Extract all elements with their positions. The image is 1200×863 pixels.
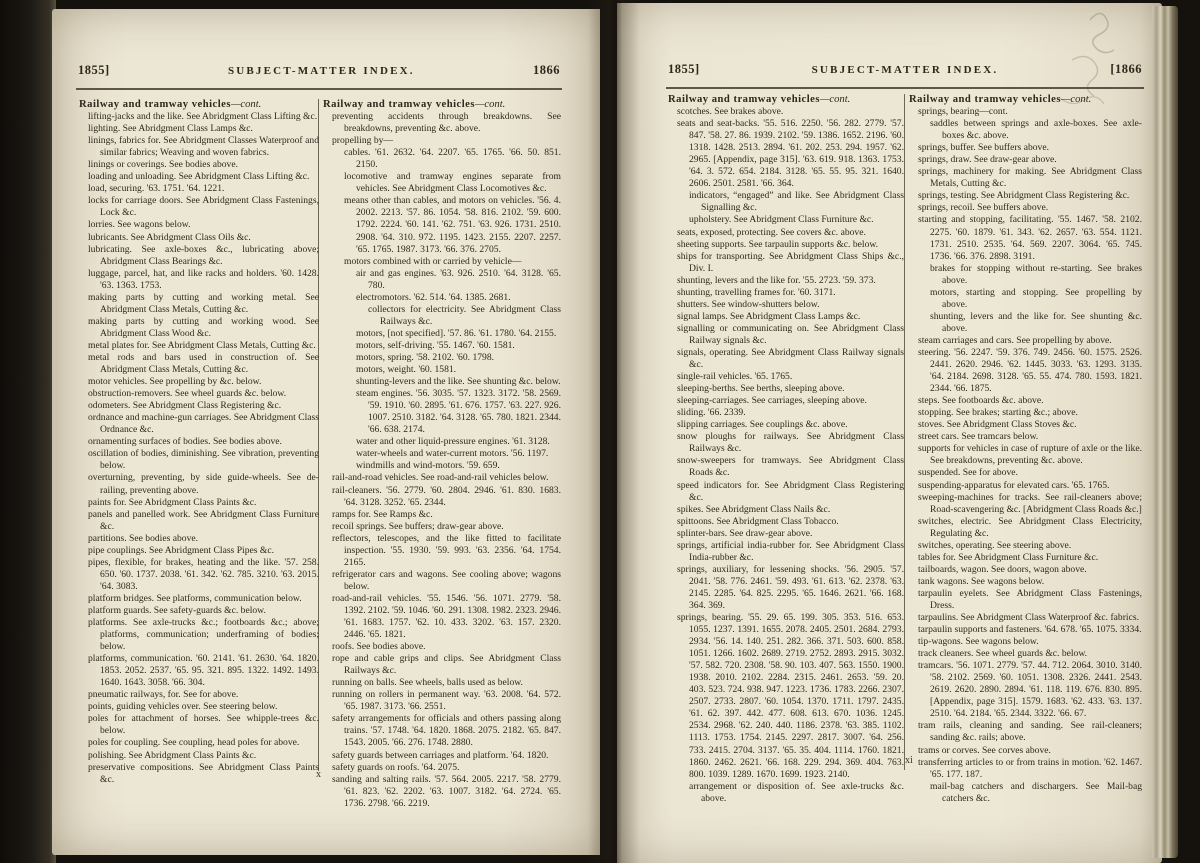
index-entry: water and other liquid-pressure engines. '61. 3128. — [356, 436, 550, 448]
index-entry: stopping. See brakes; starting &c.; above. — [918, 407, 1078, 419]
index-entry: rope and cable grips and clips. See Abridgment Class Railways &c. — [332, 653, 561, 677]
index-entry: making parts by cutting and working metal. See Abridgment Class Metals, Cutting &c. — [88, 291, 319, 315]
index-entry: metal rods and bars used in construction of. See Abridgment Class Metals, Cutting &c. — [88, 351, 319, 376]
index-entry: tarpaulins. See Abridgment Class Waterproof &c. fabrics. — [918, 612, 1139, 624]
index-entry: snow ploughs for railways. See Abridgment Class Railways &c. — [677, 431, 904, 455]
index-entry: slipping carriages. See couplings &c. above. — [677, 419, 848, 431]
index-entry: panels and panelled work. See Abridgment Class Furniture &c. — [88, 508, 319, 532]
index-entry: lifting-jacks and the like. See Abridgment Class Lifting &c. — [88, 111, 318, 123]
index-entry: cables. '61. 2632. '64. 2207. '65. 1765. '66. 50. 851. 2150. — [344, 147, 561, 171]
right-header-rule — [666, 87, 1144, 89]
index-entry: poles for coupling. See coupling, head poles for above. — [88, 737, 300, 749]
index-entry: single-rail vehicles. '65. 1765. — [677, 371, 793, 383]
index-entry: switches, operating. See steering above. — [918, 539, 1072, 551]
index-entry: supports for vehicles in case of rupture of axle or the like. See breakdowns, preventing &c. above. — [918, 443, 1142, 467]
index-entry: pipe couplings. See Abridgment Class Pipes &c. — [88, 544, 274, 556]
index-entry: motors combined with or carried by vehicle— — [344, 255, 522, 267]
index-entry: switches, electric. See Abridgment Class Electricity, Regulating &c. — [918, 515, 1142, 539]
index-entry: suspended. See for above. — [918, 467, 1018, 479]
index-entry: tailboards, wagon. See doors, wagon above. — [918, 563, 1087, 575]
index-entry: mail-bag catchers and dischargers. See Mail-bag catchers &c. — [930, 780, 1142, 804]
index-entry: signals, operating. See Abridgment Class Railway signals &c. — [677, 346, 904, 371]
index-entry: locks for carriage doors. See Abridgment Class Fastenings, Lock &c. — [88, 195, 319, 219]
index-entry: odometers. See Abridgment Class Registering &c. — [88, 400, 282, 412]
index-entry: polishing. See Abridgment Class Paints &c. — [88, 749, 257, 761]
index-entry: collectors for electricity. See Abridgment Class Railways &c. — [368, 303, 561, 327]
index-entry: springs, artificial india-rubber for. See Abridgment Class India-rubber &c. — [677, 539, 904, 563]
index-entry: ships for transporting. See Abridgment Class Ships &c., Div. I. — [677, 250, 904, 274]
index-entry: steering. '56. 2247. '59. 376. 749. 2456. '60. 1575. 2526. 2441. 2620. 2946. '62. 1445. 3033. '63. 1293. 3135. '64. 2184. 2698. 3128. '65. 55. 474. 780. 1593. 1821. 2344. '66. 1875. — [918, 346, 1142, 395]
index-entry: steps. See footboards &c. above. — [918, 395, 1044, 407]
index-entry: load, securing. '63. 1751. '64. 1221. — [88, 183, 225, 195]
index-entry: street cars. See tramcars below. — [918, 431, 1039, 443]
index-entry: safety arrangements for officials and others passing along trains. '57. 1748. '64. 1820. 1868. 2075. 2182. '65. 847. 1543. 2005. '66. 276. 1748. 2880. — [332, 713, 561, 749]
index-entry: springs, draw. See draw-gear above. — [918, 154, 1057, 166]
index-entry: air and gas engines. '63. 926. 2510. '64. 3128. '65. 780. — [356, 267, 561, 291]
index-entry: tank wagons. See wagons below. — [918, 575, 1045, 587]
index-entry: overturning, preventing, by side guide-wheels. See de-railing, preventing above. — [88, 472, 319, 496]
index-entry: spittoons. See Abridgment Class Tobacco. — [677, 515, 839, 527]
index-entry: steam engines. '56. 3035. '57. 1323. 3172. '58. 2569. '59. 1910. '60. 2895. '61. 676. 1757. '63. 227. 926. 1007. 2510. 3182. '64. 3128. '65. 780. 1821. 2344. '66. 638. 2174. — [356, 388, 561, 436]
left-page-number-left: 1855] — [78, 63, 110, 77]
index-entry: rail-cleaners. '56. 2779. '60. 2804. 2946. '61. 830. 1683. '64. 3128. 3252. '65. 2344. — [332, 484, 561, 508]
index-entry: motor vehicles. See propelling by &c. below. — [88, 376, 262, 388]
index-entry: tarpaulin eyelets. See Abridgment Class Fastenings, Dress. — [918, 587, 1142, 611]
index-entry: sleeping-berths. See berths, sleeping above. — [677, 383, 845, 395]
right-column-divider — [904, 94, 905, 770]
index-entry: rail-and-road vehicles. See road-and-rail vehicles below. — [332, 472, 549, 484]
section-heading: Railway and tramway vehicles—cont. — [909, 94, 1092, 105]
index-entry: shunting, levers and the like for. See shunting &c. above. — [930, 310, 1142, 334]
index-entry: pipes, flexible, for brakes, heating and the like. '57. 258. 650. '60. 1737. 2038. '61. 342. '62. 785. 3210. '63. 2015. '64. 3083. — [88, 556, 319, 592]
index-entry: partitions. See bodies above. — [88, 532, 199, 544]
index-entry: motors, starting and stopping. See propelling by above. — [930, 286, 1142, 310]
book-binding — [0, 0, 56, 863]
index-entry: starting and stopping, facilitating. '55. 1467. '58. 2102. 2275. '60. 1879. '61. 343. '62. 2657. '63. 554. 1121. 1731. 2510. 2535. '64. 569. 2207. 3064. '65. 745. 1736. '66. 376. 2898. 3191. — [918, 214, 1142, 262]
index-column-1 — [79, 99, 319, 785]
index-entry: loading and unloading. See Abridgment Class Lifting &c. — [88, 171, 310, 183]
left-page-header — [78, 63, 560, 78]
index-entry: transferring articles to or from trains in motion. '62. 1467. '65. 177. 187. — [918, 756, 1142, 780]
page-gutter — [588, 0, 640, 863]
index-entry: lorries. See wagons below. — [88, 219, 191, 231]
index-entry: poles for attachment of horses. See whipple-trees &c. below. — [88, 713, 319, 737]
index-entry: scotches. See brakes above. — [677, 106, 784, 118]
index-entry: springs, machinery for making. See Abridgment Class Metals, Cutting &c. — [918, 166, 1142, 190]
index-entry: seats and seat-backs. '55. 516. 2250. '56. 282. 2779. '57. 847. '58. 27. 86. 1939. 2102. '59. 1386. 1652. 2196. '60. 1318. 1428. 2513. 2894. '61. 202. 253. 294. 1957. '62. 2965. [Appendix, page 315]. '63. 619. 918. 1363. 1753. '64. 3. 572. 654. 2184. 3128. '65. 55. 95. 321. 1640. 2606. 2501. 2581. '66. 364. — [677, 118, 904, 190]
index-entry: windmills and wind-motors. '59. 659. — [356, 460, 500, 472]
index-entry: motors, weight. '60. 1581. — [356, 364, 457, 376]
index-column-2 — [323, 99, 561, 809]
index-entry: stoves. See Abridgment Class Stoves &c. — [918, 419, 1077, 431]
index-entry: preservative compositions. See Abridgment Class Paints &c. — [88, 761, 319, 785]
index-entry: oscillation of bodies, diminishing. See vibration, preventing below. — [88, 448, 319, 472]
index-entry: arrangement or disposition of. See axle-trucks &c. above. — [689, 780, 904, 804]
left-header-rule — [76, 88, 562, 90]
index-entry: speed indicators for. See Abridgment Class Registering &c. — [677, 479, 904, 503]
index-entry: lubricants. See Abridgment Class Oils &c. — [88, 231, 251, 243]
index-entry: sweeping-machines for tracks. See rail-cleaners above; Road-scavengering &c. [Abridgment Class Roads &c.] — [918, 491, 1142, 515]
index-entry: platform guards. See safety-guards &c. below. — [88, 604, 266, 616]
index-entry: springs, buffer. See buffers above. — [918, 142, 1049, 154]
index-entry: signal lamps. See Abridgment Class Lamps &c. — [677, 310, 861, 322]
section-heading: Railway and tramway vehicles—cont. — [323, 99, 506, 110]
index-entry: pneumatic railways, for. See for above. — [88, 689, 239, 701]
index-entry: motors, [not specified]. '57. 86. '61. 1780. '64. 2155. — [356, 327, 557, 339]
left-running-title: SUBJECT-MATTER INDEX. — [227, 65, 415, 77]
index-entry: springs, testing. See Abridgment Class Registering &c. — [918, 190, 1130, 202]
right-page-signature: xi — [905, 755, 913, 766]
index-entry: shunting-levers and the like. See shunting &c. below. — [356, 376, 561, 388]
index-entry: splinter-bars. See draw-gear above. — [677, 527, 813, 539]
index-entry: springs, auxiliary, for lessening shocks. '56. 2905. '57. 2041. '58. 776. 2461. '59. 493. '61. 613. '62. 2378. '63. 2145. 2285. '64. 825. 2295. '65. 1646. 2621. '66. 168. 364. 369. — [677, 563, 904, 611]
index-entry: linings, fabrics for. See Abridgment Classes Waterproof and similar fabrics; Weaving and woven fabrics. — [88, 135, 319, 159]
index-entry: platform bridges. See platforms, communication below. — [88, 592, 302, 604]
index-entry: luggage, parcel, hat, and like racks and holders. '60. 1428. '63. 1363. 1753. — [88, 267, 319, 291]
index-entry: steam carriages and cars. See propelling by above. — [918, 334, 1112, 346]
index-entry: making parts by cutting and working wood. See Abridgment Class Wood &c. — [88, 315, 319, 339]
index-entry: motors, spring. '58. 2102. '60. 1798. — [356, 351, 495, 363]
index-entry: shunting, travelling frames for. '60. 3171. — [677, 286, 836, 298]
index-entry: springs, bearing—cont. — [918, 106, 1008, 118]
index-entry: ramps for. See Ramps &c. — [332, 508, 433, 520]
index-entry: water-wheels and water-current motors. '56. 1197. — [356, 448, 549, 460]
index-entry: springs, recoil. See buffers above. — [918, 202, 1049, 214]
index-entry: indicators, “engaged” and like. See Abridgment Class Signalling &c. — [689, 190, 904, 214]
index-entry: sliding. '66. 2339. — [677, 407, 746, 419]
index-entry: shunting, levers and the like for. '55. 2723. '59. 373. — [677, 274, 876, 286]
index-entry: motors, self-driving. '55. 1467. '60. 1581. — [356, 339, 515, 351]
index-entry: brakes for stopping without re-starting. See brakes above. — [930, 262, 1142, 286]
index-entry: preventing accidents through breakdowns. See breakdowns, preventing &c. above. — [332, 111, 561, 135]
index-entry: running on balls. See wheels, balls used as below. — [332, 677, 523, 689]
index-entry: snow-sweepers for tramways. See Abridgment Class Roads &c. — [677, 455, 904, 479]
right-running-title: SUBJECT-MATTER INDEX. — [811, 64, 999, 76]
index-entry: paints for. See Abridgment Class Paints &c. — [88, 496, 257, 508]
section-heading: Railway and tramway vehicles—cont. — [79, 99, 262, 110]
index-entry: electromotors. '62. 514. '64. 1385. 2681. — [356, 291, 511, 303]
right-page-number-left: 1855] — [668, 62, 700, 76]
index-entry: safety guards on roofs. '64. 2075. — [332, 761, 460, 773]
index-entry: propelling by— — [332, 135, 394, 147]
index-entry: tables for. See Abridgment Class Furniture &c. — [918, 551, 1099, 563]
index-entry: recoil springs. See buffers; draw-gear above. — [332, 520, 504, 532]
index-entry: tip-wagons. See wagons below. — [918, 636, 1039, 648]
index-entry: seats, exposed, protecting. See covers &c. above. — [677, 226, 866, 238]
index-entry: obstruction-removers. See wheel guards &c. below. — [88, 388, 287, 400]
index-entry: suspending-apparatus for elevated cars. '65. 1765. — [918, 479, 1110, 491]
index-entry: upholstery. See Abridgment Class Furniture &c. — [689, 214, 874, 226]
index-entry: tramcars. '56. 1071. 2779. '57. 44. 712. 2064. 3010. 3140. '58. 2102. 2569. '60. 1051. 1308. 2326. 2441. 2543. 2619. 2620. 2890. 2894. '61. 118. 119. 676. 830. 895. [Appendix, page 315]. 1579. 1683. '62. 433. '63. 137. 2510. '64. 2184. '65. 2344. 3322. '66. 67. — [918, 660, 1142, 720]
index-entry: sanding and salting rails. '57. 564. 2005. 2217. '58. 2779. '61. 823. '62. 2202. '63. 1007. 3182. '64. 2724. '65. 1736. 2798. '66. 2219. — [332, 773, 561, 809]
index-entry: tarpaulin supports and fasteners. '64. 678. '65. 1075. 3334. — [918, 624, 1142, 636]
index-entry: road-and-rail vehicles. '55. 1546. '56. 1071. 2779. '58. 1392. 2102. '59. 1046. '60. 291. 1308. 1982. 2323. 2946. '61. 1683. 1757. '62. 10. 433. 3202. '63. 157. 2320. 2446. '65. 1821. — [332, 592, 561, 641]
index-entry: linings or coverings. See bodies above. — [88, 159, 239, 171]
left-page-signature: x — [316, 769, 321, 780]
index-entry: lighting. See Abridgment Class Lamps &c. — [88, 123, 253, 135]
left-page-number-right: 1866 — [533, 63, 560, 77]
index-entry: refrigerator cars and wagons. See cooling above; wagons below. — [332, 568, 561, 592]
section-heading: Railway and tramway vehicles—cont. — [668, 94, 851, 105]
index-entry: lubricating. See axle-boxes &c., lubricating above; Abridgment Class Bearings &c. — [88, 243, 319, 267]
right-page-number-right: [1866 — [1110, 62, 1142, 76]
index-entry: means other than cables, and motors on vehicles. '56. 4. 2002. 2213. '57. 86. 1054. '58. 816. 2102. '59. 600. 1792. 2224. '60. 141. '62. 751. '63. 926. 1731. 2510. 2908. '64. 310. 972. 1195. 1423. 2155. 2207. 2257. '65. 1765. 1987. 3173. '66. 376. 2705. — [344, 195, 561, 255]
index-entry: signalling or communicating on. See Abridgment Class Railway signals &c. — [677, 322, 904, 346]
index-entry: locomotive and tramway engines separate from vehicles. See Abridgment Class Locomotives &c. — [344, 171, 561, 195]
index-entry: tram rails, cleaning and sanding. See rail-cleaners; sanding &c. rails; above. — [918, 720, 1142, 744]
index-entry: ornamenting surfaces of bodies. See bodies above. — [88, 436, 282, 448]
right-page-header — [668, 62, 1142, 77]
index-entry: saddles between springs and axle-boxes. See axle-boxes &c. above. — [930, 118, 1142, 142]
index-entry: points, guiding vehicles over. See steering below. — [88, 701, 278, 713]
index-entry: ordnance and machine-gun carriages. See Abridgment Class Ordnance &c. — [88, 412, 319, 436]
index-entry: spikes. See Abridgment Class Nails &c. — [677, 503, 831, 515]
index-entry: springs, bearing. '55. 29. 65. 199. 305. 353. 516. 653. 1055. 1237. 1391. 1655. 2078. 2405. 2501. 2684. 2793. 2934. '56. 14. 140. 251. 282. 366. 371. 503. 600. 858. 1051. 1266. 1602. 2689. 2719. 2752. 2893. 2915. 3032. '57. 582. 720. 2308. '58. 90. 103. 407. 563. 1550. 1900. 1938. 2010. 2102. 2284. 2315. 2461. 2653. '59. 20. 403. 523. 724. 938. 947. 1223. 1736. 1783. 2266. 2307. 2507. 2733. 2807. '60. 1054. 1370. 1711. 1797. 2435. '61. 62. 397. 442. 477. 608. 613. 670. 1036. 1245. 2534. 2968. '62. 240. 440. 1186. 2378. '63. 385. 1102. 1113. 1753. 1754. 2145. 2297. 2817. 3007. '64. 256. 733. 2415. 2704. 3137. '65. 35. 404. 1114. 1760. 1821. 1860. 2462. 2621. '66. 168. 229. 294. 369. 404. 763. 800. 1039. 1289. 1670. 1699. 1923. 2140. — [677, 612, 904, 780]
index-entry: shutters. See window-shutters below. — [677, 298, 820, 310]
index-entry: reflectors, telescopes, and the like fitted to facilitate inspection. '55. 1930. '59. 993. '63. 2356. '64. 1754. 2165. — [332, 532, 561, 568]
index-entry: roofs. See bodies above. — [332, 641, 426, 653]
index-entry: safety guards between carriages and platform. '64. 1820. — [332, 749, 549, 761]
index-entry: track cleaners. See wheel guards &c. below. — [918, 648, 1088, 660]
index-entry: sheeting supports. See tarpaulin supports &c. below. — [677, 238, 879, 250]
index-entry: platforms. See axle-trucks &c.; footboards &c.; above; platforms, communication; underframing of bodies; below. — [88, 617, 319, 653]
index-entry: trams or corves. See corves above. — [918, 744, 1051, 756]
index-entry: sleeping-carriages. See carriages, sleeping above. — [677, 395, 867, 407]
index-entry: metal plates for. See Abridgment Class Metals, Cutting &c. — [88, 339, 316, 351]
index-column-4 — [909, 94, 1142, 804]
index-entry: platforms, communication. '60. 2141. '61. 2630. '64. 1820. 1853. 2052. 2537. '65. 95. 321. 895. 1322. 1492. 1493. 1640. 1643. 3058. '66. 304. — [88, 653, 319, 689]
index-column-3 — [668, 94, 904, 804]
index-entry: running on rollers in permanent way. '63. 2008. '64. 572. '65. 1987. 3173. '66. 2551. — [332, 689, 561, 713]
